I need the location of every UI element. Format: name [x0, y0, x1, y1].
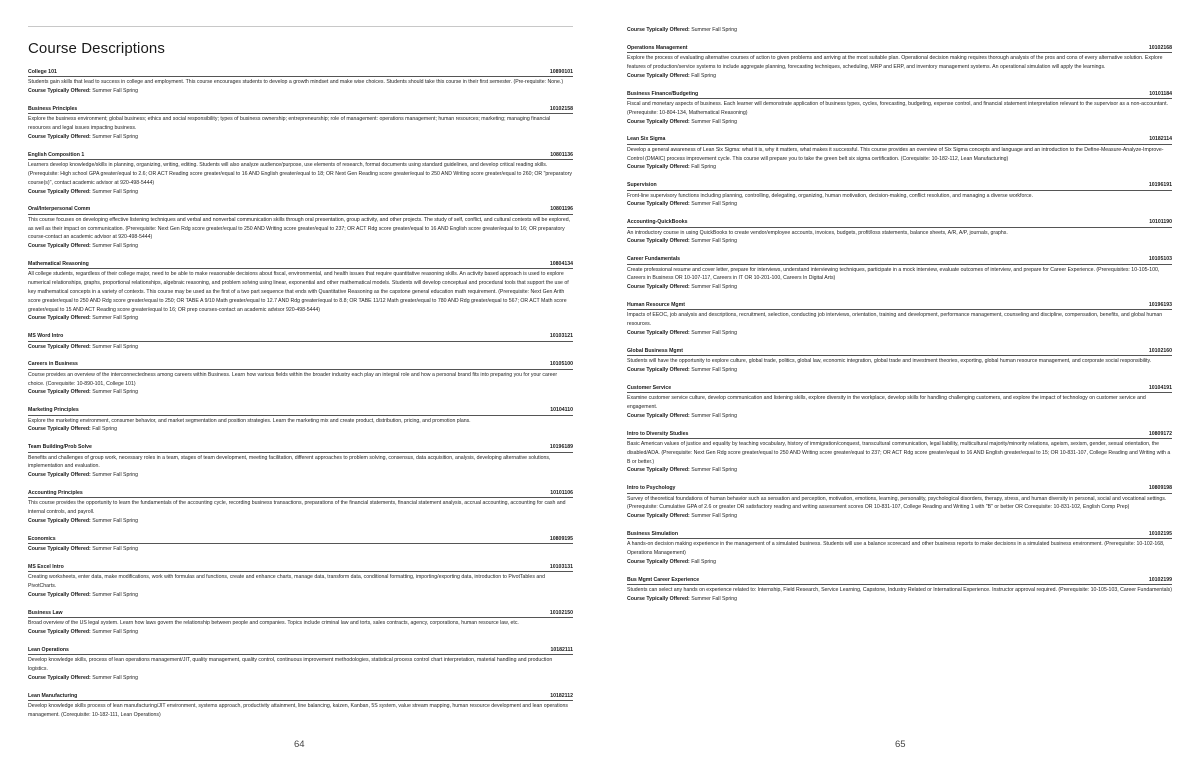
offered-value: Summer Fall Spring — [691, 201, 738, 208]
course-header — [627, 485, 1172, 493]
offered-value: Summer Fall Spring — [691, 366, 738, 373]
course-description: A hands-on decision making experience in the management of a simulated business. Students will use a balance scorecard and other business reports to make decisions in a simulated business environment. (Prerequisite: 10-102-168, Operations Management) — [627, 541, 1165, 557]
course-offered — [28, 591, 573, 600]
offered-value: Summer Fall Spring — [691, 238, 738, 245]
offered-label: Course Typically Offered: — [28, 134, 91, 140]
course-name: Business Finance/Budgeting — [627, 90, 699, 97]
offered-label: Course Typically Offered: — [28, 517, 91, 524]
offered-value: Summer Fall Spring — [691, 467, 738, 474]
offered-value: Summer Fall Spring — [92, 674, 139, 681]
course-entry — [28, 361, 573, 397]
course-code: 10101190 — [1149, 219, 1172, 226]
offered-value: Summer Fall Spring — [92, 472, 139, 479]
course-entry — [28, 647, 573, 683]
offered-value: Summer Fall Spring — [92, 546, 139, 553]
course-code: 10890101 — [549, 69, 573, 75]
course-header — [627, 531, 1172, 539]
course-entry — [627, 256, 1172, 292]
course-offered — [28, 343, 573, 352]
course-offered — [627, 237, 1172, 246]
offered-label: Course Typically Offered: — [28, 188, 91, 195]
course-header — [627, 256, 1172, 264]
course-name: Lean Six Sigma — [627, 136, 666, 143]
course-header — [28, 647, 573, 655]
course-code: 10104191 — [1148, 384, 1172, 391]
course-header — [28, 536, 573, 544]
offered-value: Summer Fall Spring — [92, 243, 139, 250]
course-offered — [28, 425, 573, 434]
course-entry — [627, 302, 1172, 338]
course-code: 10196189 — [549, 444, 573, 451]
course-code: 10801196 — [550, 206, 573, 213]
offered-value: Summer Fall Spring — [92, 315, 139, 322]
course-code: 10104110 — [550, 407, 573, 414]
offered-value: Summer Fall Spring — [691, 284, 738, 291]
course-description: Basic American values of justice and equality by teaching vocabulary, history of immigration/conquest, transcultural communication, legal liability, multicultural majority/minority relations, ageism, sexism, gender, sexual orientation, the disabled/ADA. (Prerequisite: Next Gen Rdg score greater/equal to 250 AND Writing score greater/equal to 237; OR ACT Rdg score greater/equal to 16 AND English greater/equal to 15; OR 10-831-107, College Reading and Writing with a B or better.) — [627, 440, 1171, 465]
course-header — [627, 385, 1172, 393]
course-header — [28, 490, 573, 498]
course-name: Intro to Psychology — [627, 485, 676, 492]
course-offered — [28, 242, 573, 251]
course-name: Supervision — [627, 182, 657, 189]
course-code: 10182111 — [550, 646, 573, 653]
course-description: Fiscal and monetary aspects of business. Each learner will demonstrate application of business types, cycles, forecasting, budgeting, expense control, and financial statement interpretation relevant to the supervisor as a non-accountant. (Prerequisite: 10-804-134, Mathematical Reasoning) — [627, 101, 1168, 116]
page-title: Course Descriptions — [28, 40, 165, 57]
course-header — [28, 564, 573, 572]
course-description: Survey of theoretical foundations of human behavior such as sensation and perception, motivation, emotions, learning, personality, psychological disorders, therapy, stress, and human diversity in personal, social and vocational settings. (Prerequisite: Cumulative GPA of 2.6 or greater OR satisfactory reading and writing assessment scores OR 10-831-107, College Reading and Writing 1 with "B" or better OR Corequisite: 10-831-102, English Comp Prep) — [627, 495, 1167, 511]
course-name: Lean Operations — [28, 646, 69, 653]
course-entry — [28, 261, 573, 323]
course-code: 10809198 — [1148, 485, 1172, 492]
course-offered — [28, 133, 573, 142]
course-description: This course provides the opportunity to learn the fundamentals of the accounting cycle, recording business transactions, preparations of the financial statements, financial statement analysis, accrual accounting, accounting for cash and internal controls, and payroll. — [28, 500, 566, 516]
course-code: 10102150 — [549, 609, 573, 616]
offered-label: Course Typically Offered: — [627, 164, 690, 171]
course-header — [28, 106, 573, 114]
offered-label: Course Typically Offered: — [627, 558, 690, 565]
course-entry — [627, 136, 1172, 172]
course-entry — [28, 69, 573, 96]
course-code: 10804134 — [549, 260, 573, 267]
offered-label: Course Typically Offered: — [627, 412, 690, 419]
course-name: Accounting-QuickBooks — [627, 219, 688, 226]
course-description: Explore the business environment; global business; ethics and social responsibility; types of business ownership; entrepreneurship; role of management: operations management; human resources; marketing; managing financial resources and legal issues impacting business. — [28, 116, 551, 132]
course-name: Mathematical Reasoning — [28, 260, 89, 267]
page-number-right: 65 — [895, 739, 906, 750]
course-header — [28, 693, 573, 701]
course-header — [28, 69, 573, 77]
course-header — [28, 152, 573, 160]
course-offered — [627, 163, 1172, 172]
course-code: 10102199 — [1148, 576, 1172, 583]
course-code: 10809195 — [549, 535, 573, 542]
offered-value: Summer Fall Spring — [691, 27, 738, 33]
course-name: Career Fundamentals — [627, 256, 681, 263]
course-offered — [627, 283, 1172, 292]
course-name: Intro to Diversity Studies — [627, 430, 689, 437]
course-entry — [28, 444, 573, 480]
course-description: Course provides an overview of the interconnectedness among careers within Business. Learn how various fields within the broader industry each play an integral role and how a personal brand fits into preparing you for your career choice. (Corequisite: 10-890-101, College 101) — [28, 371, 558, 387]
offered-label: Course Typically Offered: — [627, 118, 690, 125]
course-header — [627, 136, 1172, 144]
course-code: 10105103 — [1148, 256, 1172, 263]
course-offered — [627, 329, 1172, 338]
course-entry — [627, 385, 1172, 421]
course-code: 10105100 — [549, 361, 573, 368]
course-name: Global Business Mgmt — [627, 347, 683, 354]
offered-label: Course Typically Offered: — [627, 366, 690, 373]
course-code: 10102158 — [549, 106, 573, 112]
course-entry — [28, 490, 573, 526]
course-entry — [28, 564, 573, 600]
offered-value: Summer Fall Spring — [691, 513, 738, 520]
offered-label: Course Typically Offered: — [627, 284, 690, 291]
course-description: Explore the process of evaluating alternative courses of action to given problems and arriving at the most suitable plan. Operational decision making requires thorough analysis of the pros and cons of every alternative solution. Explore features of production/service systems to include aggregate planning, forecasting techniques, scheduling, MRP and ERP, and inventory management systems. An operational simulation will apply the learnings. — [627, 55, 1163, 70]
offered-value: Fall Spring — [691, 72, 716, 79]
course-code: 10103121 — [549, 333, 573, 340]
course-offered — [627, 118, 1172, 127]
course-header — [28, 444, 573, 452]
offered-value: Summer Fall Spring — [691, 595, 738, 602]
offered-label: Course Typically Offered: — [627, 201, 690, 208]
course-entry — [28, 152, 573, 197]
course-entry — [28, 206, 573, 251]
course-entry — [627, 91, 1172, 127]
course-offered — [627, 200, 1172, 209]
course-description: Benefits and challenges of group work, necessary roles in a team, stages of team development, meeting facilitation, different approaches to problem solving, consensus, data acquisition, analysis, developing alternative solutions, implementation and evaluation. — [28, 454, 551, 470]
course-description: Impacts of EEOC, job analysis and descriptions, recruitment, selection, conducting job interviews, orientation, training and development, performance management, counseling and discipline, compensation, benefits, and global human resources. — [627, 312, 1163, 328]
course-offered — [627, 466, 1172, 475]
course-name: Team Building/Prob Solve — [28, 444, 92, 451]
course-description: Develop a general awareness of Lean Six Sigma: what it is, why it matters, what makes it successful. This course provides an overview of Six Sigma concepts and language and an introduction to the Define-Measure-Analyze-Improve-Control (DMAIC) process improvement cycle. This course will prepare you to take the green belt six sigma certification. (Corequisite: 10-182-112, Lean Manufacturing) — [627, 146, 1164, 162]
course-entry — [627, 348, 1172, 375]
course-offered — [28, 674, 573, 683]
course-description: Learners develop knowledge/skills in planning, organizing, writing, editing. Students will also analyze audience/purpose, use elements of research, format documents using standard guidelines, and develop critical reading skills. (Prerequisite: High school GPA greater/equal to 2.6; OR ACT Reading score greater/equal to 16 AND English greater/equal to 18; OR Next Gen Reading score greater/equal to 250 AND Writing score greater/equal to 260; OR "preparatory course(s)", contact academic advisor at 920-498-5444) — [28, 162, 572, 186]
course-entry — [627, 182, 1172, 209]
course-description: Explore the marketing environment, consumer behavior, and market segmentation and position strategies. Learn the marketing mix and create product, distribution, pricing, and promotion plans. — [28, 417, 471, 424]
course-entry — [28, 610, 573, 637]
course-name: MS Word Intro — [28, 333, 64, 340]
offered-label: Course Typically Offered: — [627, 513, 690, 520]
course-name: Economics — [28, 535, 56, 542]
course-name: Careers in Business — [28, 361, 78, 368]
course-entry — [28, 106, 573, 142]
course-name: Business Law — [28, 609, 63, 616]
course-code: 10182112 — [550, 692, 573, 699]
course-description: An introductory course in using QuickBooks to create vendor/employee accounts, invoices, budgets, profit/loss statements, balance sheets, A/R, A/P, journals, graphs. — [627, 229, 1008, 236]
course-name: Bus Mgmt Career Experience — [627, 576, 700, 583]
offered-label: Course Typically Offered: — [627, 467, 690, 474]
course-entry — [627, 577, 1172, 604]
course-entry — [627, 219, 1172, 246]
course-code: 10103131 — [549, 563, 573, 570]
course-header — [627, 219, 1172, 227]
offered-label: Course Typically Offered: — [28, 426, 91, 433]
course-header — [627, 45, 1172, 53]
offered-value: Summer Fall Spring — [92, 88, 139, 95]
offered-label: Course Typically Offered: — [28, 546, 91, 553]
offered-label: Course Typically Offered: — [28, 472, 91, 479]
course-name: Customer Service — [627, 384, 672, 391]
course-name: Business Simulation — [627, 530, 679, 537]
course-offered — [28, 314, 573, 323]
offered-label: Course Typically Offered: — [627, 72, 690, 79]
course-offered — [28, 188, 573, 197]
course-header — [627, 577, 1172, 585]
course-description: Create professional resume and cover letter, prepare for interviews, understand interviewing techniques, participate in a mock interview, evaluate outcomes of interview, and prepare for Career Experience. (Prerequisites: 10-105-100, Careers in Business OR 10-107-117, Careers in IT OR 10-201-100, Careers In Digital Arts) — [627, 266, 1160, 282]
course-entry — [627, 531, 1172, 567]
course-list-left — [28, 69, 573, 730]
course-name: Lean Manufacturing — [28, 692, 78, 699]
course-offered — [28, 628, 573, 637]
course-entry — [28, 407, 573, 434]
offered-value: Fall Spring — [691, 164, 716, 171]
offered-label: Course Typically Offered: — [28, 88, 91, 95]
offered-value: Summer Fall Spring — [92, 517, 139, 524]
course-name: Oral/Interpersonal Comm — [28, 206, 91, 213]
course-offered — [28, 471, 573, 480]
course-entry — [627, 45, 1172, 81]
course-offered — [627, 558, 1172, 567]
offered-label: Course Typically Offered: — [28, 674, 91, 681]
course-code: 10801136 — [550, 151, 573, 158]
course-code: 10102195 — [1148, 530, 1172, 537]
offered-value: Summer Fall Spring — [691, 329, 738, 336]
course-description: All college students, regardless of their college major, need to be able to make reasonable decisions about fiscal, environmental, and health issues that require quantitative reasoning skills. An activity based approach is used to explore numerical relationships, graphs, proportional relationships, algebraic reasoning, and problem solving using linear, exponential and other mathematical models. Students will develop conceptual and procedural tools that support the use of key mathematical concepts in a variety of contexts. This course may be used as the first of a two part sequence that ends with Quantitative Reasoning as the capstone general education math requirement. (Prerequisite: Next Gen Arith score greater/equal to 250 AND Rdg score greater/equal to 250; OR TABE A 9/10 Math greater/equal to 12.7 AND Rdg greater/equal to 8.8; OR TABE 11/12 Math greater/equal to 780 AND Rdg greater/equal to 567; OR ACT Math score greater/equal to 15 AND ACT Reading score greater/equal to 16; OR prep courses-contact an academic advisor 920-498-5444) — [28, 271, 569, 313]
course-code: 10809172 — [1148, 430, 1172, 437]
offered-value: Summer Fall Spring — [92, 389, 139, 396]
course-name: MS Excel Intro — [28, 563, 64, 570]
course-name: Business Principles — [28, 106, 78, 112]
course-description: Front-line supervisory functions including planning, controlling, delegating, organizing, human motivation, decision-making, conflict resolution, and managing a diverse workforce. — [627, 192, 1033, 199]
course-header — [28, 333, 573, 341]
offered-label: Course Typically Offered: — [28, 315, 91, 322]
course-code: 10196193 — [1148, 301, 1172, 308]
course-header — [627, 431, 1172, 439]
course-description: Develop knowledge skills, process of lean operations management/JIT, quality management, quality control, continuous improvement methodologies, statistical process control chart interpretation, material handling and production logistics. — [28, 657, 553, 672]
course-offered — [627, 512, 1172, 521]
offered-value: Summer Fall Spring — [92, 628, 139, 635]
offered-value: Summer Fall Spring — [92, 591, 139, 598]
course-code: 10102160 — [1148, 347, 1172, 354]
offered-label: Course Typically Offered: — [28, 591, 91, 598]
offered-value: Summer Fall Spring — [691, 118, 738, 125]
course-code: 10101106 — [550, 489, 573, 496]
top-rule — [28, 26, 573, 27]
course-header — [627, 182, 1172, 190]
offered-value: Summer Fall Spring — [691, 412, 738, 419]
course-header — [28, 361, 573, 369]
offered-label: Course Typically Offered: — [627, 329, 690, 336]
course-offered — [627, 366, 1172, 375]
page-number-left: 64 — [294, 739, 305, 750]
course-entry — [28, 333, 573, 351]
course-name: Operations Management — [627, 44, 688, 51]
course-description: Creating worksheets, enter data, make modifications, work with formulas and functions, create and enhance charts, manage data, transform data, conditional formatting, importing/exporting data, introduction to PivotTables and PivotCharts. — [28, 574, 546, 590]
course-header — [627, 91, 1172, 99]
course-list-right — [627, 26, 1172, 614]
course-description: Students gain skills that lead to success in college and employment. This course encourages students to develop a growth mindset and make wise choices. Students should take this course in their first semester. (Pre-requisite: None.) — [28, 79, 564, 86]
course-code: 10101184 — [1149, 90, 1172, 97]
offered-label: Course Typically Offered: — [28, 628, 91, 635]
course-entry — [28, 536, 573, 554]
offered-label: Course Typically Offered: — [627, 27, 690, 33]
offered-value: Summer Fall Spring — [92, 343, 139, 350]
offered-value: Fall Spring — [691, 558, 716, 565]
course-entry — [627, 431, 1172, 476]
course-code: 10196191 — [1148, 182, 1172, 189]
continued-offered — [627, 26, 1172, 35]
course-description: Develop knowledge skills process of lean manufacturing/JIT environment, systems approach, productivity attainment, line balancing, kaizen, Kanban, 5S system, value stream mapping, human resource development and lean operations management. (Corequisite: 10-182-111, Lean Operations) — [28, 702, 568, 718]
course-header — [28, 610, 573, 618]
course-offered — [28, 545, 573, 554]
course-entry — [28, 693, 573, 720]
course-offered — [28, 388, 573, 397]
offered-value: Fall Spring — [92, 426, 117, 433]
course-name: Marketing Principles — [28, 407, 79, 414]
offered-label: Course Typically Offered: — [627, 595, 690, 602]
course-header — [627, 348, 1172, 356]
offered-value: Summer Fall Spring — [92, 134, 139, 140]
course-description: Students will have the opportunity to explore culture, global trade, politics, global law, economic integration, global trade and investment theories, exporting, global human resource management, and corporate social responsibility. — [627, 358, 1152, 365]
course-code: 10182114 — [1149, 136, 1172, 143]
course-header — [28, 206, 573, 214]
course-header — [28, 261, 573, 269]
course-name: College 101 — [28, 69, 57, 75]
course-name: English Composition 1 — [28, 151, 85, 158]
course-offered — [627, 412, 1172, 421]
course-offered — [627, 595, 1172, 604]
course-offered — [627, 72, 1172, 81]
course-code: 10102168 — [1148, 44, 1172, 51]
course-description: Broad overview of the US legal system. Learn how laws govern the relationship between people and companies. Topics include criminal law and torts, sales contracts, agency, corporations, human resource law, etc. — [28, 620, 519, 627]
course-description: Examine customer service culture, develop communication and listening skills, explore diversity in the workplace, develop skills for handling challenging customers, and explore the impact of technology on customer service and engagement. — [627, 395, 1146, 410]
course-name: Accounting Principles — [28, 489, 83, 496]
offered-label: Course Typically Offered: — [627, 238, 690, 245]
course-offered — [28, 517, 573, 526]
course-entry — [627, 485, 1172, 521]
offered-label: Course Typically Offered: — [28, 243, 91, 250]
offered-label: Course Typically Offered: — [28, 389, 91, 396]
right-page — [600, 0, 1200, 776]
course-description: Students can select any hands on experience related to: Internship, Field Research, Service Learning, Capstone, Industry Related or International Experience. Instructor approval required. (Prerequisite: 10-105-103, Career Fundamentals) — [627, 587, 1172, 594]
course-header — [28, 407, 573, 415]
course-description: This course focuses on developing effective listening techniques and verbal and nonverbal communication skills through oral presentation, group activity, and other projects. The study of self, conflict, and cultural contexts will be explored, as well as their impact on communication. (Prerequisite: Next Gen Rdg score greater/equal to 250 AND Writing score greater/equal to 237; OR ACT Rdg score greater/equal to 16 AND English score greater/equal to 16; OR preparatory course-contact an academic advisor at 920-498-5444) — [28, 216, 571, 241]
course-offered — [28, 87, 573, 96]
offered-value: Summer Fall Spring — [92, 188, 139, 195]
course-name: Human Resource Mgmt — [627, 301, 685, 308]
offered-label: Course Typically Offered: — [28, 343, 91, 350]
course-header — [627, 302, 1172, 310]
